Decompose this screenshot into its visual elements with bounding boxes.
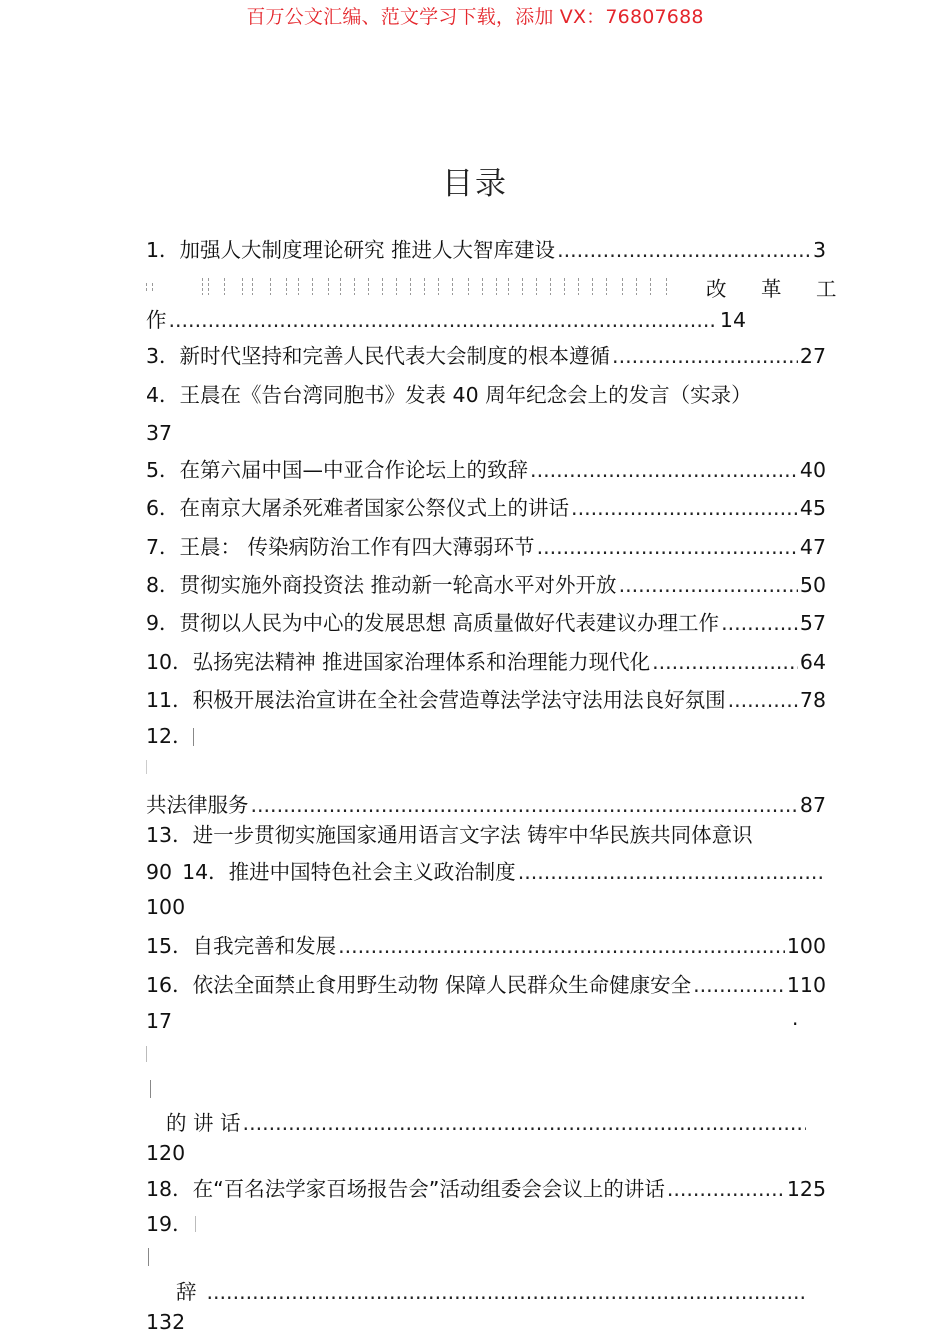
toc-leader-dots bbox=[721, 609, 798, 637]
toc-entry-19-page: 132 bbox=[146, 1310, 186, 1334]
toc-entry-page: 50 bbox=[799, 573, 826, 597]
toc-entry-title: 9．贯彻以人民为中心的发展思想 高质量做好代表建议办理工作 bbox=[146, 611, 720, 635]
toc-entry-title: 10．弘扬宪法精神 推进国家治理体系和治理能力现代化 bbox=[146, 650, 651, 674]
garbled-text-mark bbox=[195, 1216, 196, 1232]
toc-entry-11[interactable] bbox=[146, 686, 826, 714]
toc-entry-7[interactable] bbox=[146, 533, 826, 561]
garbled-text-mark bbox=[193, 728, 194, 746]
toc-entry-3[interactable] bbox=[146, 342, 826, 370]
toc-entry-title: 16．依法全面禁止食用野生动物 保障人民群众生命健康安全 bbox=[146, 973, 692, 997]
toc-entry-page: 87 bbox=[799, 793, 826, 817]
toc-entry-12[interactable] bbox=[146, 791, 826, 819]
toc-entry-9[interactable] bbox=[146, 609, 826, 637]
toc-leader-dots bbox=[612, 342, 798, 370]
toc-entry-15[interactable] bbox=[146, 932, 826, 960]
toc-entry-page: 40 bbox=[799, 458, 826, 482]
toc-entry-10[interactable] bbox=[146, 648, 826, 676]
toc-entry-page: 125 bbox=[786, 1177, 826, 1201]
toc-entry-5[interactable] bbox=[146, 456, 826, 484]
toc-entry-page: 110 bbox=[786, 973, 826, 997]
toc-entry-title: 3．新时代坚持和完善人民代表大会制度的根本遵循 bbox=[146, 344, 611, 368]
toc-entry-title: 5．在第六届中国—中亚合作论坛上的致辞 bbox=[146, 458, 529, 482]
toc-leader-dots bbox=[728, 686, 798, 714]
toc-entry-page: 47 bbox=[799, 535, 826, 559]
toc-leader-dots bbox=[207, 1278, 807, 1306]
toc-leader-dots bbox=[251, 791, 798, 819]
toc-entry-13-title[interactable]: 13．进一步贯彻实施国家通用语言文字法 铸牢中华民族共同体意识 bbox=[146, 823, 753, 847]
toc-entry-page: 64 bbox=[799, 650, 826, 674]
toc-entry-19-number: 19． bbox=[146, 1212, 193, 1236]
toc-entry-8[interactable] bbox=[146, 571, 826, 599]
garbled-text-mark bbox=[146, 760, 147, 774]
toc-leader-dots bbox=[169, 306, 718, 334]
toc-entry-1[interactable] bbox=[146, 236, 826, 264]
toc-leader-dots bbox=[557, 236, 811, 264]
toc-entry-2[interactable] bbox=[146, 306, 746, 334]
toc-leader-dots bbox=[530, 456, 798, 484]
toc-leader-dots bbox=[652, 648, 798, 676]
garbled-text-mark bbox=[150, 1080, 151, 1098]
toc-entry-17-number: 17 bbox=[146, 1009, 173, 1033]
toc-entry-18[interactable] bbox=[146, 1175, 826, 1203]
toc-entry-14-page: 100 bbox=[146, 895, 186, 919]
toc-entry-title: 6．在南京大屠杀死难者国家公祭仪式上的讲话 bbox=[146, 496, 570, 520]
toc-leader-dots bbox=[693, 971, 785, 999]
toc-leader-dots bbox=[243, 1109, 806, 1137]
toc-entry-17[interactable] bbox=[166, 1109, 808, 1137]
page-title: 目录 bbox=[442, 166, 508, 202]
toc-entry-page: 3 bbox=[812, 238, 826, 262]
toc-entry-16[interactable] bbox=[146, 971, 826, 999]
toc-entry-title: 共法律服务 bbox=[146, 793, 249, 817]
header-banner: 百万公文汇编、范文学习下载，添加 VX：76807688 bbox=[246, 6, 704, 28]
garbled-text-marks bbox=[146, 275, 686, 297]
toc-entry-4-page: 37 bbox=[146, 421, 173, 445]
toc-entry-page: 27 bbox=[799, 344, 826, 368]
toc-entry-page: 14 bbox=[719, 308, 746, 332]
toc-entry-title: 的 讲 话 bbox=[166, 1111, 241, 1135]
toc-entry-14[interactable] bbox=[146, 858, 826, 886]
toc-leader-dots bbox=[518, 858, 824, 886]
toc-entry-12-number: 12． bbox=[146, 724, 193, 748]
toc-leader-dots bbox=[619, 571, 798, 599]
toc-entry-page: 100 bbox=[786, 934, 826, 958]
toc-leader-dots bbox=[667, 1175, 785, 1203]
toc-entry-page: 78 bbox=[799, 688, 826, 712]
stray-dot: . bbox=[792, 1006, 799, 1030]
toc-entry-2-title-tail: 改 革 工 bbox=[706, 277, 851, 301]
toc-entry-title: 8．贯彻实施外商投资法 推动新一轮高水平对外开放 bbox=[146, 573, 617, 597]
toc-entry-title: 作 bbox=[146, 308, 167, 332]
toc-leader-dots bbox=[537, 533, 798, 561]
toc-entry-title: 辞 bbox=[176, 1280, 197, 1304]
toc-entry-title: 14．推进中国特色社会主义政治制度 bbox=[182, 860, 516, 884]
garbled-text-mark bbox=[146, 1046, 147, 1062]
garbled-text-mark bbox=[148, 1248, 149, 1266]
toc-entry-title: 1．加强人大制度理论研究 推进人大智库建设 bbox=[146, 238, 556, 262]
toc-entry-13-page: 90 bbox=[146, 860, 173, 884]
toc-entry-page: 45 bbox=[799, 496, 826, 520]
toc-entry-title: 7．王晨： 传染病防治工作有四大薄弱环节 bbox=[146, 535, 535, 559]
toc-entry-6[interactable] bbox=[146, 494, 826, 522]
toc-entry-title: 18．在“百名法学家百场报告会”活动组委会会议上的讲话 bbox=[146, 1177, 665, 1201]
toc-entry-title: 11．积极开展法治宣讲在全社会营造尊法学法守法用法良好氛围 bbox=[146, 688, 726, 712]
toc-entry-page: 57 bbox=[799, 611, 826, 635]
toc-leader-dots bbox=[571, 494, 798, 522]
toc-leader-dots bbox=[338, 932, 785, 960]
toc-entry-title: 15．自我完善和发展 bbox=[146, 934, 337, 958]
toc-entry-4-title[interactable]: 4．王晨在《告台湾同胞书》发表 40 周年纪念会上的发言（实录） bbox=[146, 383, 752, 407]
toc-entry-17-page: 120 bbox=[146, 1141, 186, 1165]
toc-entry-19[interactable] bbox=[176, 1278, 808, 1306]
